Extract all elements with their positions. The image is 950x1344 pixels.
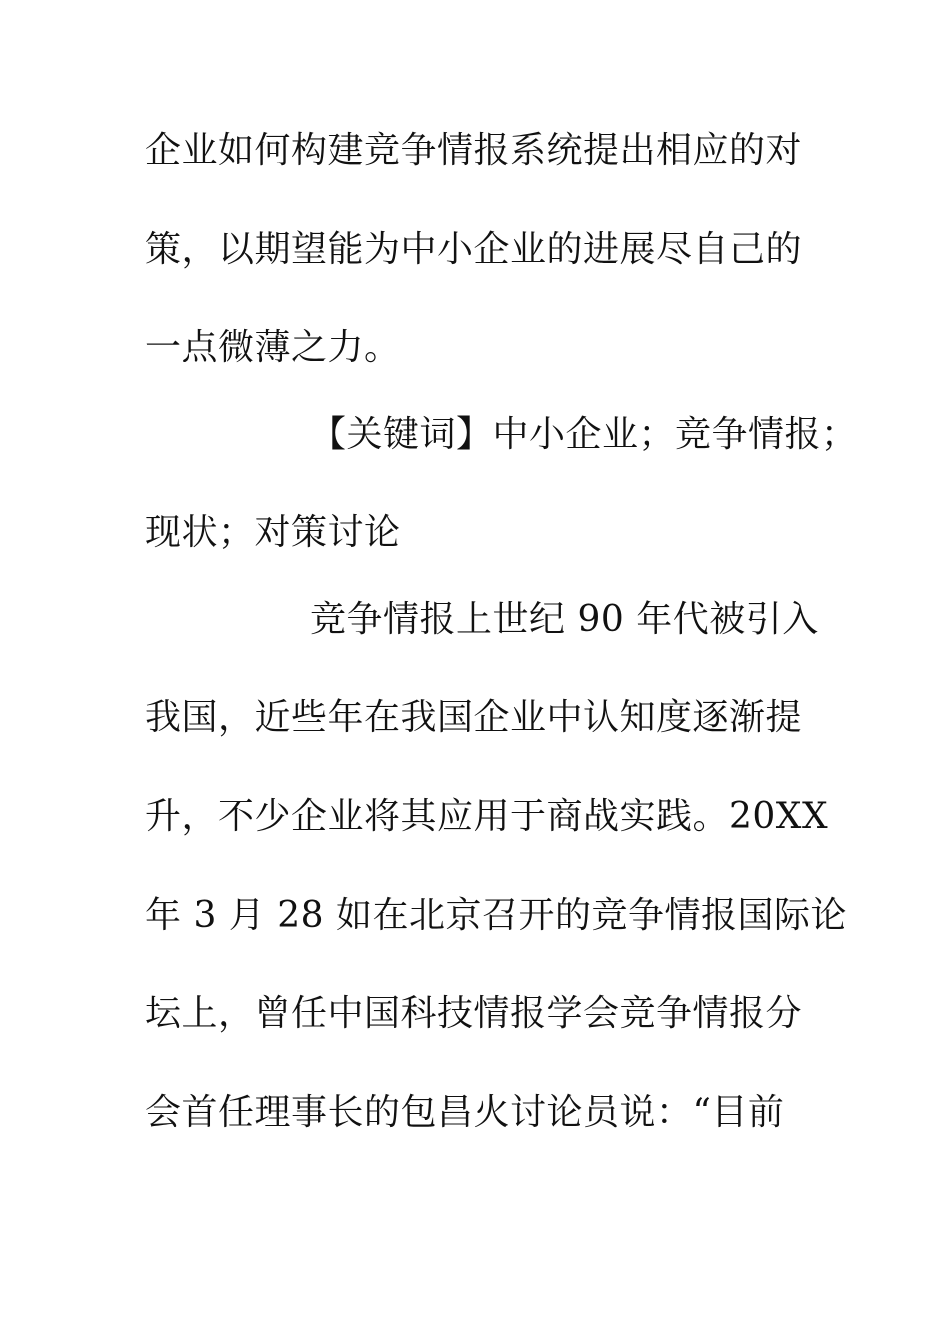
paragraph-line-4: 年 3 月 28 如在北京召开的竞争情报国际论	[145, 895, 847, 936]
body-line-1: 企业如何构建竞争情报系统提出相应的对	[145, 130, 803, 171]
paragraph-line-1: 竞争情报上世纪 90 年代被引入	[310, 599, 819, 640]
paragraph-line-2: 我国，近些年在我国企业中认知度逐渐提	[145, 697, 803, 738]
paragraph-line-6: 会首任理事长的包昌火讨论员说：“目前	[145, 1092, 785, 1133]
paragraph-line-3: 升，不少企业将其应用于商战实践。20XX	[145, 796, 829, 837]
body-line-2: 策，以期望能为中小企业的进展尽自己的	[145, 229, 803, 270]
body-line-3: 一点微薄之力。	[145, 327, 401, 368]
paragraph-line-5: 坛上，曾任中国科技情报学会竞争情报分	[145, 993, 803, 1034]
keywords-line-1: 【关键词】中小企业；竞争情报；	[310, 414, 858, 455]
keywords-line-2: 现状；对策讨论	[145, 512, 401, 553]
